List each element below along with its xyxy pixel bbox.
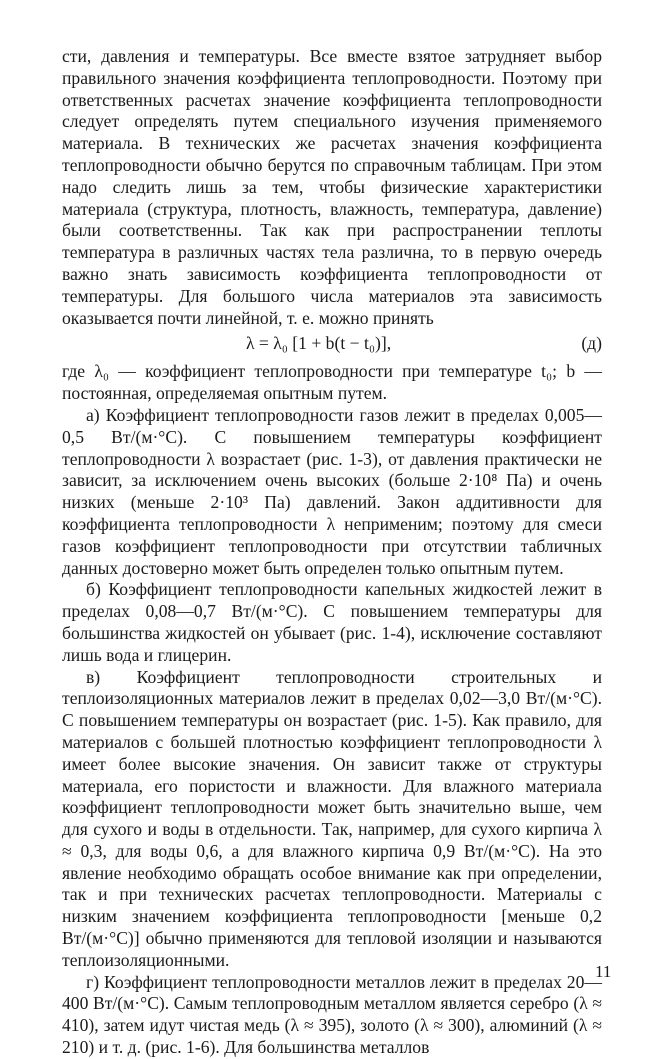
formula-explanation: где λ₀ — коэффициент теплопроводности при температуре t₀; b — постоянная, определяемая опытным путем.	[62, 361, 602, 404]
paragraph-v-building-materials: в) Коэффициент теплопроводности строительных и теплоизоляционных материалов лежит в пределах 0,02—3,0 Вт/(м·°С). С повышением температуры он возрастает (рис. 1-5). Как правило, для материалов с большей плотностью коэффициент теплопроводности λ имеет более высокие значения. Он зависит также от структуры материала, его пористости и влажности. Для влажного материала коэффициент теплопроводности может быть значительно выше, чем для сухого и воды в отдельности. Так, например, для сухого кирпича λ ≈ 0,3, для воды 0,6, а для влажного кирпича 0,9 Вт/(м·°С). На это явление необходимо обращать особое внимание как при определении, так и при технических расчетах теплопроводности. Материалы с низким значением коэффициента теплопроводности [меньше 0,2 Вт/(м·°С)] обычно применяются для тепловой изоляции и называются теплоизоляционными.	[62, 666, 602, 970]
paragraph-g-metals: г) Коэффициент теплопроводности металлов лежит в пределах 20—400 Вт/(м·°С). Самым теплопроводным металлом является серебро (λ ≈ 410), затем идут чистая медь (λ ≈ 395), золото (λ ≈ 300), алюминий (λ ≈ 210) и т. д. (рис. 1-6). Для большинства металлов	[62, 971, 602, 1058]
formula-d	[62, 329, 602, 357]
paragraph-b-liquids: б) Коэффициент теплопроводности капельных жидкостей лежит в пределах 0,08—0,7 Вт/(м·°С). С повышением температуры для большинства жидкостей он убывает (рис. 1-4), исключение составляют лишь вода и глицерин.	[62, 579, 602, 665]
paragraph-a-gases: а) Коэффициент теплопроводности газов лежит в пределах 0,005—0,5 Вт/(м·°С). С повышением температуры коэффициент теплопроводности λ возрастает (рис. 1-3), от давления практически не зависит, за исключением очень высоких (больше 2·10⁸ Па) и очень низких (меньше 2·10³ Па) давлений. Закон аддитивности для коэффициента теплопроводности λ неприменим; поэтому для смеси газов коэффициент теплопроводности при отсутствии табличных данных достоверно может быть определен только опытным путем.	[62, 404, 602, 578]
book-page	[62, 46, 602, 1058]
page-number: 11	[595, 962, 612, 981]
formula-label: (д)	[581, 333, 602, 354]
formula-expression: λ = λ₀ [1 + b(t − t₀)],	[246, 333, 392, 354]
intro-paragraph: сти, давления и температуры. Все вместе взятое затрудняет выбор правильного значения коэффициента теплопроводности. Поэтому при ответственных расчетах значение коэффициента теплопроводности следует определять путем специального изучения применяемого материала. В технических же расчетах значения коэффициента теплопроводности обычно берутся по справочным таблицам. При этом надо следить лишь за тем, чтобы физические характеристики материала (структура, плотность, влажность, температура, давление) были соответственны. Так как при распространении теплоты температура в различных частях тела различна, то в первую очередь важно знать зависимость коэффициента теплопроводности от температуры. Для большого числа материалов эта зависимость оказывается почти линейной, т. е. можно принять	[62, 46, 602, 328]
